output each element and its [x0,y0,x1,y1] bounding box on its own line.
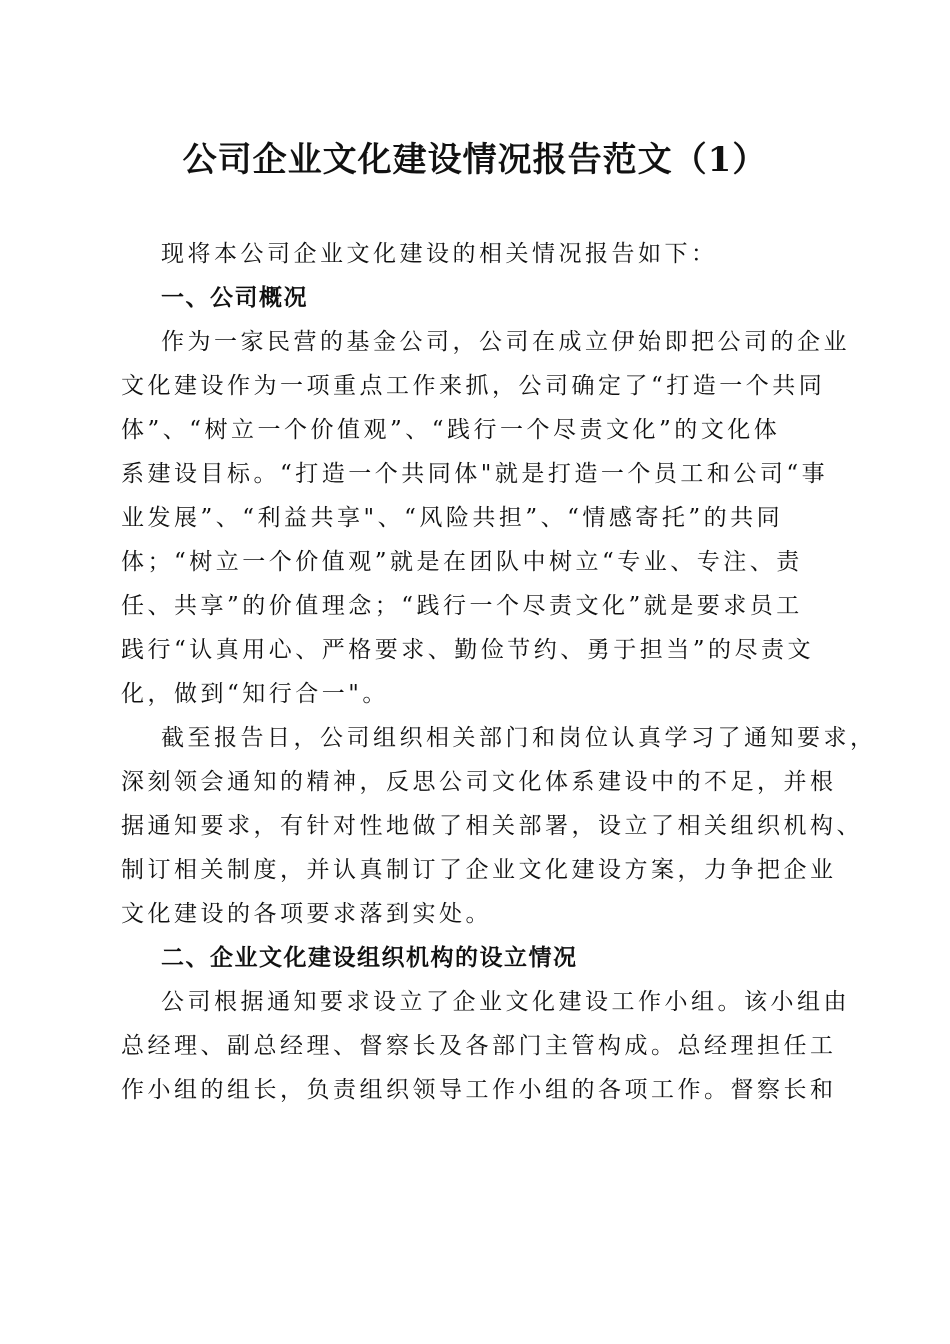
document-body [121,232,877,1112]
text-line: 制订相关制度，并认真制订了企业文化建设方案，力争把企业 [121,857,837,883]
section-1-paragraph-1 [121,320,850,716]
section-1-paragraph-2 [121,716,877,936]
text-line: 业发展”、“利益共享"、“风险共担”、“情感寄托”的共同 [121,505,784,531]
text-line: 文化建设作为一项重点工作来抓，公司确定了“打造一个共同 [121,373,826,399]
text-line: 公司根据通知要求设立了企业文化建设工作小组。该小组由 [161,989,850,1015]
text-line: 系建设目标。“打造一个共同体"就是打造一个员工和公司“事 [121,461,829,487]
document-title: 公司企业文化建设情况报告范文（1） [182,140,768,180]
text-line: 体；“树立一个价值观”就是在团队中树立“专业、专注、责 [121,549,803,575]
section-2-heading: 二、企业文化建设组织机构的设立情况 [161,945,578,971]
text-line: 体”、“树立一个价值观”、“践行一个尽责文化”的文化体 [121,417,781,443]
text-line: 文化建设的各项要求落到实处。 [121,901,492,927]
section-2-paragraph-1 [121,980,850,1112]
text-line: 总经理、副总经理、督察长及各部门主管构成。总经理担任工 [121,1033,837,1059]
text-line: 践行“认真用心、严格要求、勤俭节约、勇于担当”的尽责文 [121,637,815,663]
intro-paragraph: 现将本公司企业文化建设的相关情况报告如下： [161,241,718,267]
text-line: 深刻领会通知的精神，反思公司文化体系建设中的不足，并根 [121,769,837,795]
text-line: 作小组的组长，负责组织领导工作小组的各项工作。督察长和 [121,1077,837,1103]
text-line: 据通知要求，有针对性地做了相关部署，设立了相关组织机构、 [121,813,863,839]
text-line: 化，做到“知行合一"。 [121,681,389,707]
text-line: 作为一家民营的基金公司，公司在成立伊始即把公司的企业 [161,329,850,355]
text-line: 截至报告日，公司组织相关部门和岗位认真学习了通知要求， [161,725,877,751]
text-line: 任、共享”的价值理念；“践行一个尽责文化”就是要求员工 [121,593,803,619]
section-1-heading: 一、公司概况 [161,285,308,311]
